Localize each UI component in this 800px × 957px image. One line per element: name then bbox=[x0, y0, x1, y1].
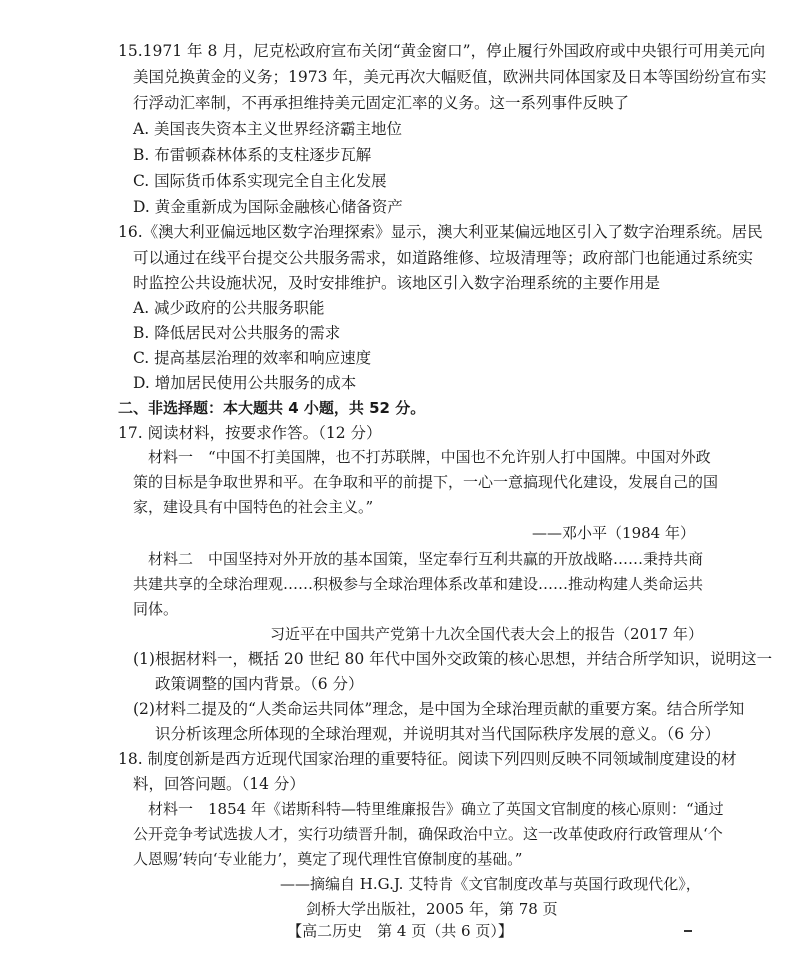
q17-material1-line-1: 材料一 “中国不打美国牌，也不打苏联牌，中国也不允许别人打中国牌。中国对外政 bbox=[148, 448, 711, 466]
q17-material2-line-1: 材料二 中国坚持对外开放的基本国策，坚定奉行互利共赢的开放战略……秉持共商 bbox=[148, 550, 704, 568]
q15-stem-line-3: 行浮动汇率制，不再承担维持美元固定汇率的义务。这一系列事件反映了 bbox=[133, 94, 630, 112]
q18-source-line-2: 剑桥大学出版社，2005 年，第 78 页 bbox=[306, 900, 558, 918]
q18-material1-line-2: 公开竞争考试选拔人才，实行功绩晋升制，确保政治中立。这一改革使政府行政管理从‘个 bbox=[133, 825, 723, 843]
q15-option-d: D. 黄金重新成为国际金融核心储备资产 bbox=[133, 198, 403, 216]
q16-option-b: B. 降低居民对公共服务的需求 bbox=[133, 324, 341, 342]
q17-source2: 习近平在中国共产党第十九次全国代表大会上的报告（2017 年） bbox=[270, 625, 703, 643]
q17-sub2-line-2: 识分析该理念所体现的全球治理观，并说明其对当代国际秩序发展的意义。（6 分） bbox=[155, 725, 721, 743]
q15-option-b: B. 布雷顿森林体系的支柱逐步瓦解 bbox=[133, 146, 372, 164]
q16-stem-line-1: 16.《澳大利亚偏远地区数字治理探索》显示，澳大利亚某偏远地区引入了数字治理系统。居民 bbox=[118, 223, 763, 241]
q18-material1-line-3: 人恩赐’转向‘专业能力’，奠定了现代理性官僚制度的基础。” bbox=[133, 850, 523, 868]
q16-option-d: D. 增加居民使用公共服务的成本 bbox=[133, 374, 357, 392]
q18-stem-line-2: 料，回答问题。（14 分） bbox=[133, 775, 305, 793]
scan-mark bbox=[684, 930, 692, 932]
q17-sub1-line-2: 政策调整的国内背景。（6 分） bbox=[155, 675, 364, 693]
q15-stem-line-2: 美国兑换黄金的义务；1973 年，美元再次大幅贬值，欧洲共同体国家及日本等国纷纷宣布实 bbox=[133, 68, 767, 86]
q17-source1: ——邓小平（1984 年） bbox=[532, 524, 695, 542]
q17-stem: 17. 阅读材料，按要求作答。（12 分） bbox=[118, 424, 382, 442]
q17-sub1-line-1: (1)根据材料一，概括 20 世纪 80 年代中国外交政策的核心思想，并结合所学知识，说明这一 bbox=[133, 650, 773, 668]
q17-material2-line-2: 共建共享的全球治理观……积极参与全球治理体系改革和建设……推动构建人类命运共 bbox=[133, 575, 704, 593]
page-footer: 【高二历史 第 4 页（共 6 页）】 bbox=[287, 922, 513, 940]
q17-material1-line-3: 家，建设具有中国特色的社会主义。” bbox=[133, 498, 374, 516]
q17-material2-line-3: 同体。 bbox=[133, 600, 179, 618]
q16-option-c: C. 提高基层治理的效率和响应速度 bbox=[133, 349, 372, 367]
q15-option-c: C. 国际货币体系实现完全自主化发展 bbox=[133, 172, 387, 190]
q17-sub2-line-1: (2)材料二提及的“人类命运共同体”理念，是中国为全球治理贡献的重要方案。结合所学知 bbox=[133, 700, 745, 718]
q16-stem-line-2: 可以通过在线平台提交公共服务需求，如道路维修、垃圾清理等；政府部门也能通过系统实 bbox=[133, 249, 754, 267]
section-two-heading: 二、非选择题：本大题共 4 小题，共 52 分。 bbox=[118, 399, 426, 417]
q18-stem-line-1: 18. 制度创新是西方近现代国家治理的重要特征。阅读下列四则反映不同领域制度建设的材 bbox=[118, 750, 737, 768]
q16-option-a: A. 减少政府的公共服务职能 bbox=[133, 299, 325, 317]
q17-material1-line-2: 策的目标是争取世界和平。在争取和平的前提下，一心一意搞现代化建设，发展自己的国 bbox=[133, 473, 719, 491]
q18-material1-line-1: 材料一 1854 年《诺斯科特—特里维廉报告》确立了英国文官制度的核心原则：“通过 bbox=[148, 800, 724, 818]
q15-option-a: A. 美国丧失资本主义世界经济霸主地位 bbox=[133, 120, 403, 138]
q15-stem-line-1: 15.1971 年 8 月，尼克松政府宣布关闭“黄金窗口”，停止履行外国政府或中央银行可用美元向 bbox=[118, 42, 766, 60]
q18-source-line-1: ——摘编自 H.G.J. 艾特肯《文官制度改革与英国行政现代化》， bbox=[280, 875, 701, 893]
q16-stem-line-3: 时监控公共设施状况，及时安排维护。该地区引入数字治理系统的主要作用是 bbox=[133, 274, 661, 292]
